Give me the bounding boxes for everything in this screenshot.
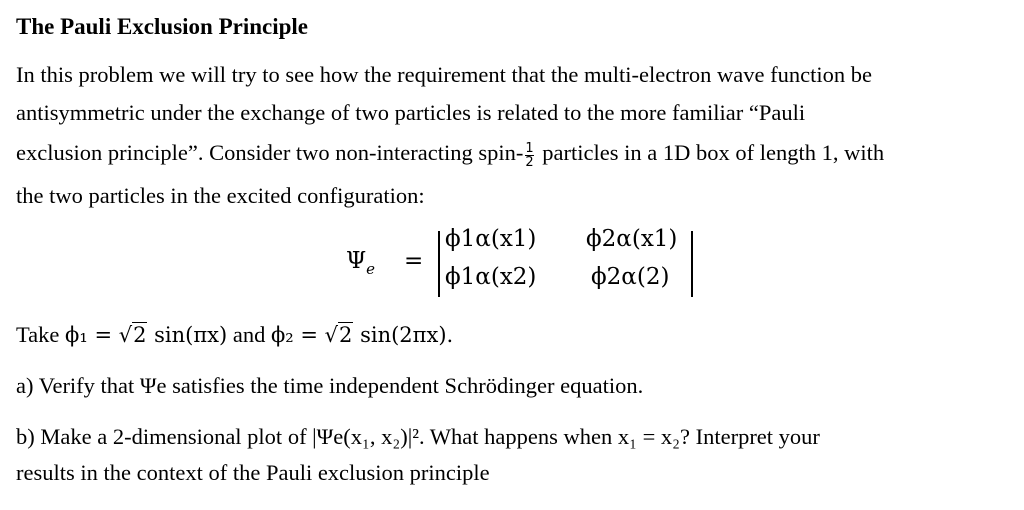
phi1-rhs: sin(πx) bbox=[147, 323, 228, 347]
intro-line-2: antisymmetric under the exchange of two particles is related to the more familiar “Pauli bbox=[16, 100, 806, 125]
sqrt-symbol: √ bbox=[118, 323, 133, 347]
page-title: The Pauli Exclusion Principle bbox=[16, 14, 309, 39]
part-b-question-line-1: b) Make a 2-dimensional plot of |Ψe(x₁, x₂)|². What happens when x₁ = x₂? Interpret your bbox=[16, 424, 820, 449]
sqrt-2-b bbox=[325, 323, 354, 347]
matrix-cell-2-2: ϕ2α(2) bbox=[591, 264, 670, 290]
intro-line-3-start: exclusion principle”. Consider two non-interacting spin- bbox=[16, 140, 524, 165]
phi2-rhs: sin(2πx). bbox=[353, 323, 454, 347]
intro-line-1: In this problem we will try to see how the requirement that the multi-electron wave function be bbox=[16, 62, 872, 87]
equals-sign: = bbox=[404, 248, 424, 274]
matrix-cell-2-1: ϕ1α(x2) bbox=[445, 264, 537, 290]
psi-e-symbol bbox=[346, 248, 375, 278]
fraction-numerator: 1 bbox=[525, 141, 534, 156]
determinant-bar-right bbox=[691, 231, 693, 297]
and-word: and bbox=[227, 322, 271, 347]
part-b-question-line-2: results in the context of the Pauli exclusion principle bbox=[16, 460, 490, 485]
matrix-cell-1-1: ϕ1α(x1) bbox=[445, 226, 537, 252]
intro-line-3 bbox=[16, 140, 884, 169]
phi-definitions bbox=[16, 322, 453, 348]
spin-half-fraction bbox=[524, 142, 534, 169]
fraction-denominator: 2 bbox=[525, 155, 534, 170]
sqrt-radicand: 2 bbox=[133, 323, 147, 347]
sqrt-2-a bbox=[119, 323, 148, 347]
phi1-lhs: ϕ₁ = bbox=[65, 323, 119, 347]
psi-subscript: e bbox=[366, 260, 376, 278]
phi2-lhs: ϕ₂ = bbox=[270, 323, 325, 347]
psi-symbol: Ψ bbox=[346, 248, 367, 274]
sqrt-radicand: 2 bbox=[339, 323, 353, 347]
matrix-cell-1-2: ϕ2α(x1) bbox=[586, 226, 678, 252]
intro-line-3-end: particles in a 1D box of length 1, with bbox=[536, 140, 885, 165]
sqrt-symbol: √ bbox=[324, 323, 339, 347]
intro-line-4: the two particles in the excited configuration: bbox=[16, 183, 425, 208]
take-label: Take bbox=[16, 322, 66, 347]
determinant-bar-left bbox=[438, 231, 440, 297]
part-a-question: a) Verify that Ψe satisfies the time independent Schrödinger equation. bbox=[16, 373, 644, 398]
